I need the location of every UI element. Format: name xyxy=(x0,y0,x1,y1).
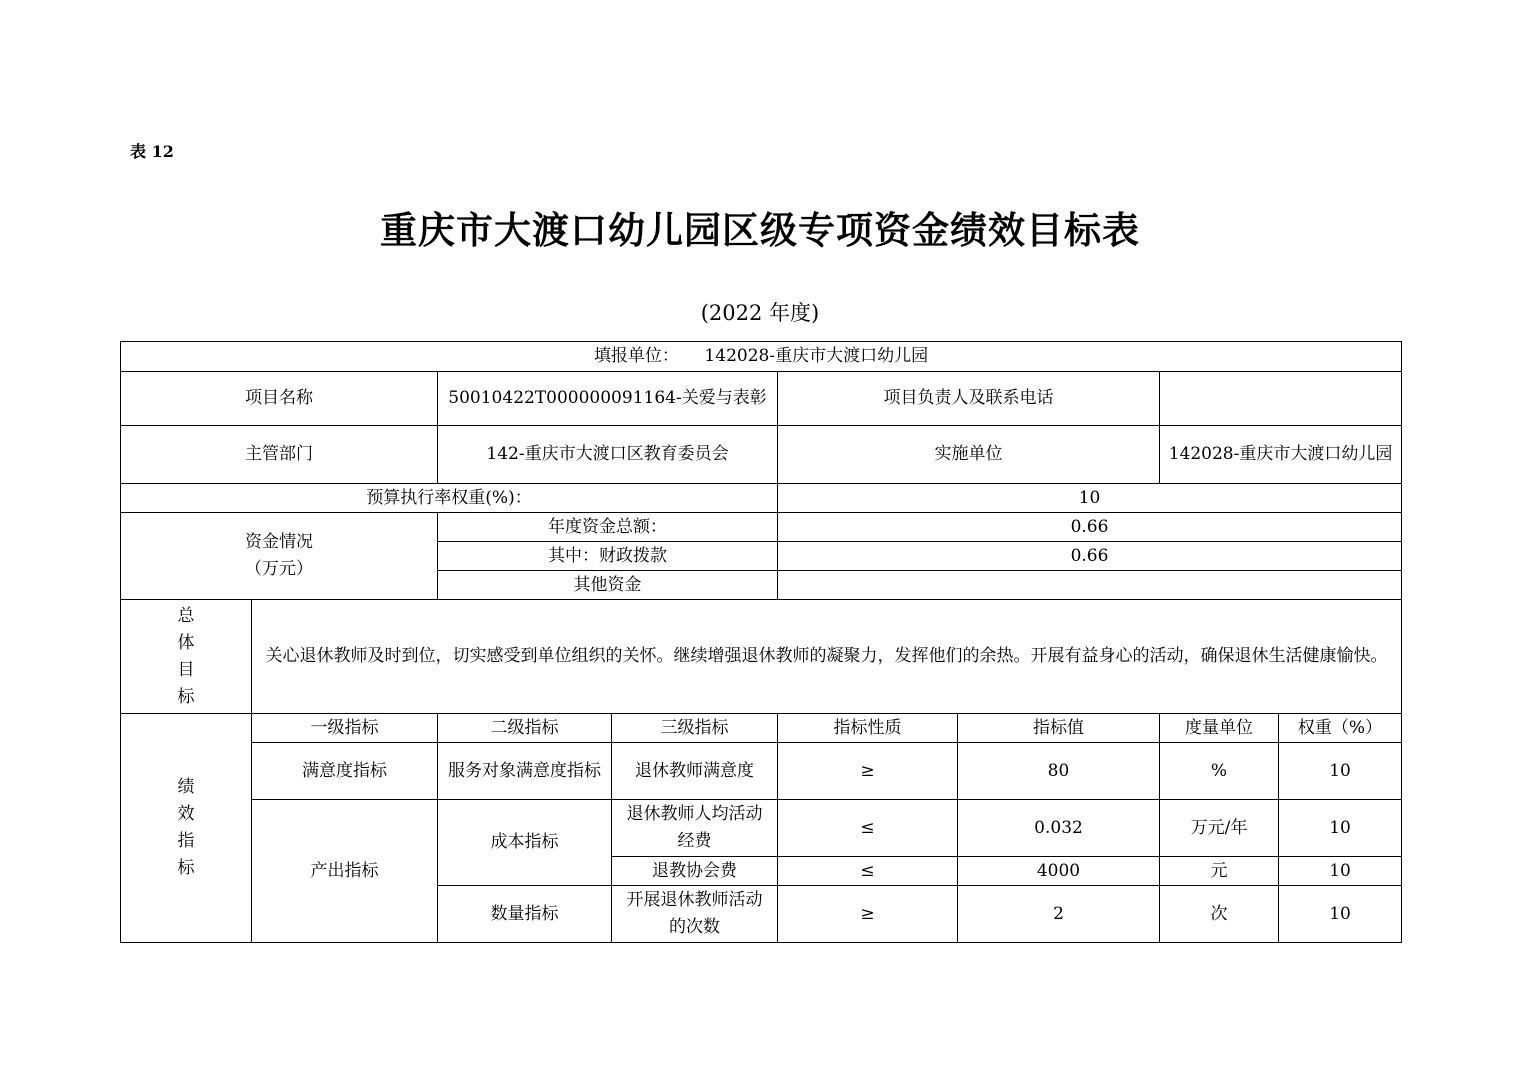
row3-weight: 10 xyxy=(1279,857,1402,886)
row3-level3: 退教协会费 xyxy=(612,857,778,886)
goal-char-4: 标 xyxy=(177,686,195,707)
project-contact-label: 项目负责人及联系电话 xyxy=(778,372,1160,426)
funds-other-value xyxy=(778,571,1402,600)
row2-nature: ≤ xyxy=(778,800,958,857)
budget-weight-label: 预算执行率权重(%)： xyxy=(121,484,778,513)
header-level3: 三级指标 xyxy=(612,714,778,743)
indicator-char-4: 标 xyxy=(177,858,195,878)
goal-char-3: 目 xyxy=(177,659,195,680)
funds-total-row xyxy=(121,513,1402,542)
overall-goal-text: 关心退休教师及时到位，切实感受到单位组织的关怀。继续增强退休教师的凝聚力，发挥他们的余热。开展有益身心的活动，确保退休生活健康愉快。 xyxy=(252,600,1402,714)
row2-level3: 退休教师人均活动经费 xyxy=(612,800,778,857)
funds-total-value: 0.66 xyxy=(778,513,1402,542)
impl-unit-label: 实施单位 xyxy=(778,426,1160,484)
table-number: 表 12 xyxy=(130,142,174,161)
funds-other-label: 其他资金 xyxy=(438,571,778,600)
goal-char-2: 体 xyxy=(177,632,195,653)
year-subtitle: (2022 年度) xyxy=(700,301,820,325)
row4-level3: 开展退休教师活动的次数 xyxy=(612,886,778,943)
row4-level2: 数量指标 xyxy=(438,886,612,943)
project-name-label: 项目名称 xyxy=(121,372,438,426)
funds-label-line1: 资金情况 xyxy=(245,532,313,552)
project-contact-value xyxy=(1160,372,1402,426)
budget-weight-value: 10 xyxy=(778,484,1402,513)
header-level1: 一级指标 xyxy=(252,714,438,743)
indicators-label xyxy=(121,714,252,943)
overall-goal-row xyxy=(121,600,1402,714)
header-unit: 度量单位 xyxy=(1160,714,1279,743)
row2-unit: 万元/年 xyxy=(1160,800,1279,857)
impl-unit-value: 142028-重庆市大渡口幼儿园 xyxy=(1160,426,1402,484)
header-value: 指标值 xyxy=(958,714,1160,743)
row4-nature: ≥ xyxy=(778,886,958,943)
header-level2: 二级指标 xyxy=(438,714,612,743)
row4-weight: 10 xyxy=(1279,886,1402,943)
header-nature: 指标性质 xyxy=(778,714,958,743)
table-row xyxy=(121,800,1402,857)
dept-label: 主管部门 xyxy=(121,426,438,484)
row2-level1: 产出指标 xyxy=(252,800,438,943)
row2-level2: 成本指标 xyxy=(438,800,612,886)
funds-label xyxy=(121,513,438,600)
row1-unit: % xyxy=(1160,743,1279,800)
indicator-header-row xyxy=(121,714,1402,743)
funds-fiscal-label: 其中：财政拨款 xyxy=(438,542,778,571)
row1-value: 80 xyxy=(958,743,1160,800)
funds-total-label: 年度资金总额： xyxy=(438,513,778,542)
header-weight: 权重（%） xyxy=(1279,714,1402,743)
row3-nature: ≤ xyxy=(778,857,958,886)
row1-level2: 服务对象满意度指标 xyxy=(438,743,612,800)
filing-unit: 填报单位： 142028-重庆市大渡口幼儿园 xyxy=(121,342,1402,372)
row1-level1: 满意度指标 xyxy=(252,743,438,800)
table-row xyxy=(121,743,1402,800)
department-row xyxy=(121,426,1402,484)
row3-value: 4000 xyxy=(958,857,1160,886)
project-name-value: 50010422T000000091164-关爱与表彰 xyxy=(438,372,778,426)
page-title: 重庆市大渡口幼儿园区级专项资金绩效目标表 xyxy=(380,208,1140,252)
row4-unit: 次 xyxy=(1160,886,1279,943)
indicator-char-3: 指 xyxy=(177,831,195,851)
goal-char-1: 总 xyxy=(177,605,195,626)
filing-unit-row xyxy=(121,342,1402,372)
row2-value: 0.032 xyxy=(958,800,1160,857)
project-name-row xyxy=(121,372,1402,426)
row3-unit: 元 xyxy=(1160,857,1279,886)
funds-fiscal-value: 0.66 xyxy=(778,542,1402,571)
row1-weight: 10 xyxy=(1279,743,1402,800)
dept-value: 142-重庆市大渡口区教育委员会 xyxy=(438,426,778,484)
indicator-char-1: 绩 xyxy=(177,777,195,797)
indicator-char-2: 效 xyxy=(177,804,195,824)
funds-label-line2: （万元） xyxy=(245,559,313,579)
overall-goal-label xyxy=(121,600,252,714)
row1-level3: 退休教师满意度 xyxy=(612,743,778,800)
budget-weight-row xyxy=(121,484,1402,513)
row2-weight: 10 xyxy=(1279,800,1402,857)
row1-nature: ≥ xyxy=(778,743,958,800)
performance-target-table xyxy=(120,341,1402,943)
row4-value: 2 xyxy=(958,886,1160,943)
